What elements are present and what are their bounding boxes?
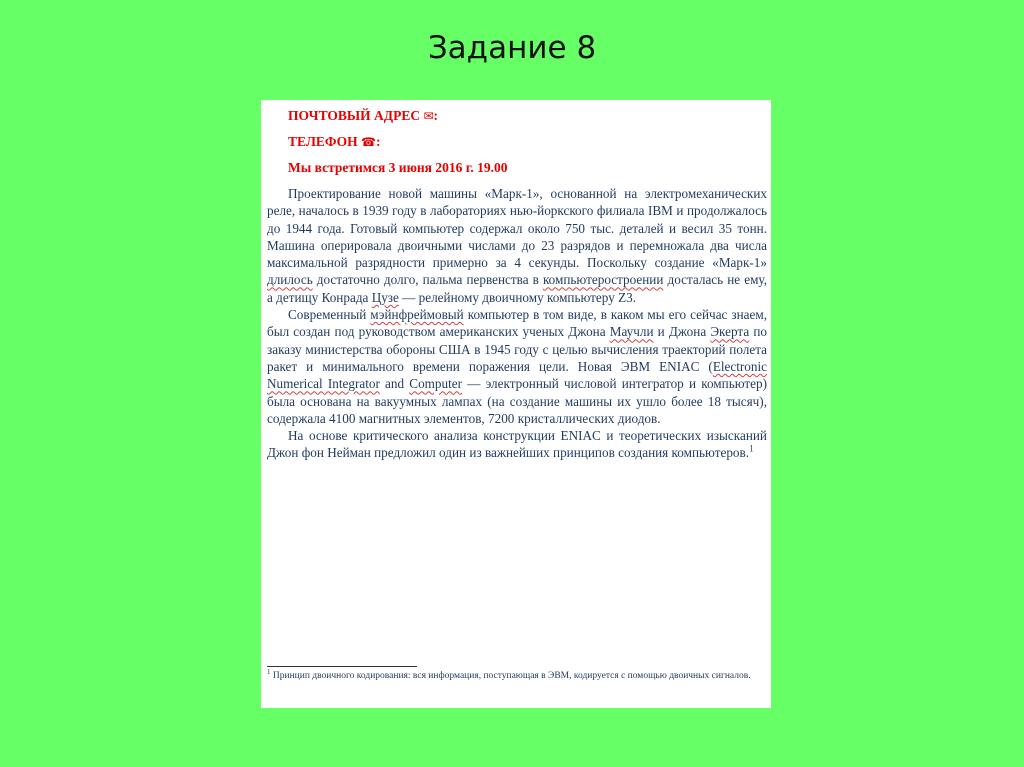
misspelled-word: Цузе — [371, 289, 399, 305]
misspelled-word: компьютеростроении — [542, 272, 664, 288]
text-run: — релейному двоичному компьютеру Z3. — [398, 289, 637, 305]
misspelled-word: Computer — [409, 376, 463, 392]
text-run: Современный — [288, 307, 371, 323]
misspelled-word: длилось — [267, 272, 313, 288]
paragraph-von-neumann — [267, 427, 767, 462]
slide-title: Задание 8 — [427, 30, 597, 66]
text-run: and — [379, 376, 410, 392]
paragraph-mark1 — [267, 185, 767, 306]
misspelled-word: Маучли — [609, 324, 654, 340]
postal-address-heading — [288, 108, 767, 124]
text-run: компьютер в том виде, в каком мы его сейчас знаем, был создан под руководством американских ученых Джона — [267, 307, 768, 340]
footnote-reference[interactable]: 1 — [749, 444, 754, 455]
misspelled-word: Electronic Numerical Integrator — [267, 358, 767, 392]
text-run: Проектирование новой машины «Марк-1», основанной на электромеханических реле, началось в 1939 году в лабораториях нью-йоркского филиала IBM и продолжалось до 1944 года. Готовый компьютер содержал около 750 тыс. деталей и весил 35 тонн. Машина оперировала двоичными числами до 23 разрядов и перемножала два числа максимальной разрядности примерно за 4 секунды. Поскольку создание «Марк-1» — [267, 186, 767, 271]
misspelled-word: Экерта — [710, 324, 750, 340]
postal-colon: : — [433, 108, 439, 123]
telephone-icon: ☎ — [361, 135, 376, 149]
text-run: На основе критического анализа конструкции ENIAC и теоретических изысканий Джон фон Нейман предложил один из важнейших принципов создания компьютеров. — [267, 428, 767, 461]
text-run: и Джона — [653, 324, 711, 340]
phone-label: ТЕЛЕФОН — [288, 134, 358, 149]
text-run: достаточно долго, пальма первенства в — [312, 272, 543, 288]
footnote-marker: 1 — [267, 667, 271, 676]
footnote-text: Принцип двоичного кодирования: вся информация, поступающая в ЭВМ, кодируется с помощью двоичных сигналов. — [270, 671, 751, 681]
phone-heading — [288, 134, 767, 150]
footnote-separator — [267, 666, 417, 667]
text-run: — электронный числовой интегратор и компьютер) была основана на вакуумных лампах (на создание машины их ушло более 18 тысяч), содержала 4100 магнитных элементов, 7200 кристаллических диодов. — [267, 376, 767, 426]
paragraph-eniac — [267, 306, 767, 427]
footnote — [267, 667, 757, 682]
text-run: по заказу министерства обороны США в 1945 году с целью вычисления траекторий полета ракет и минимального времени поражения цели. Новая ЭВМ ENIAC ( — [267, 324, 767, 374]
envelope-icon: ✉ — [423, 109, 434, 123]
postal-address-label: ПОЧТОВЫЙ АДРЕС — [288, 108, 421, 123]
phone-colon: : — [375, 134, 381, 149]
meeting-heading: Мы встретимся 3 июня 2016 г. 19.00 — [288, 160, 508, 175]
document-page — [261, 100, 771, 708]
text-run: досталась не ему, а детищу Конрада — [267, 272, 767, 305]
misspelled-word: мэйнфреймовый — [370, 307, 464, 323]
